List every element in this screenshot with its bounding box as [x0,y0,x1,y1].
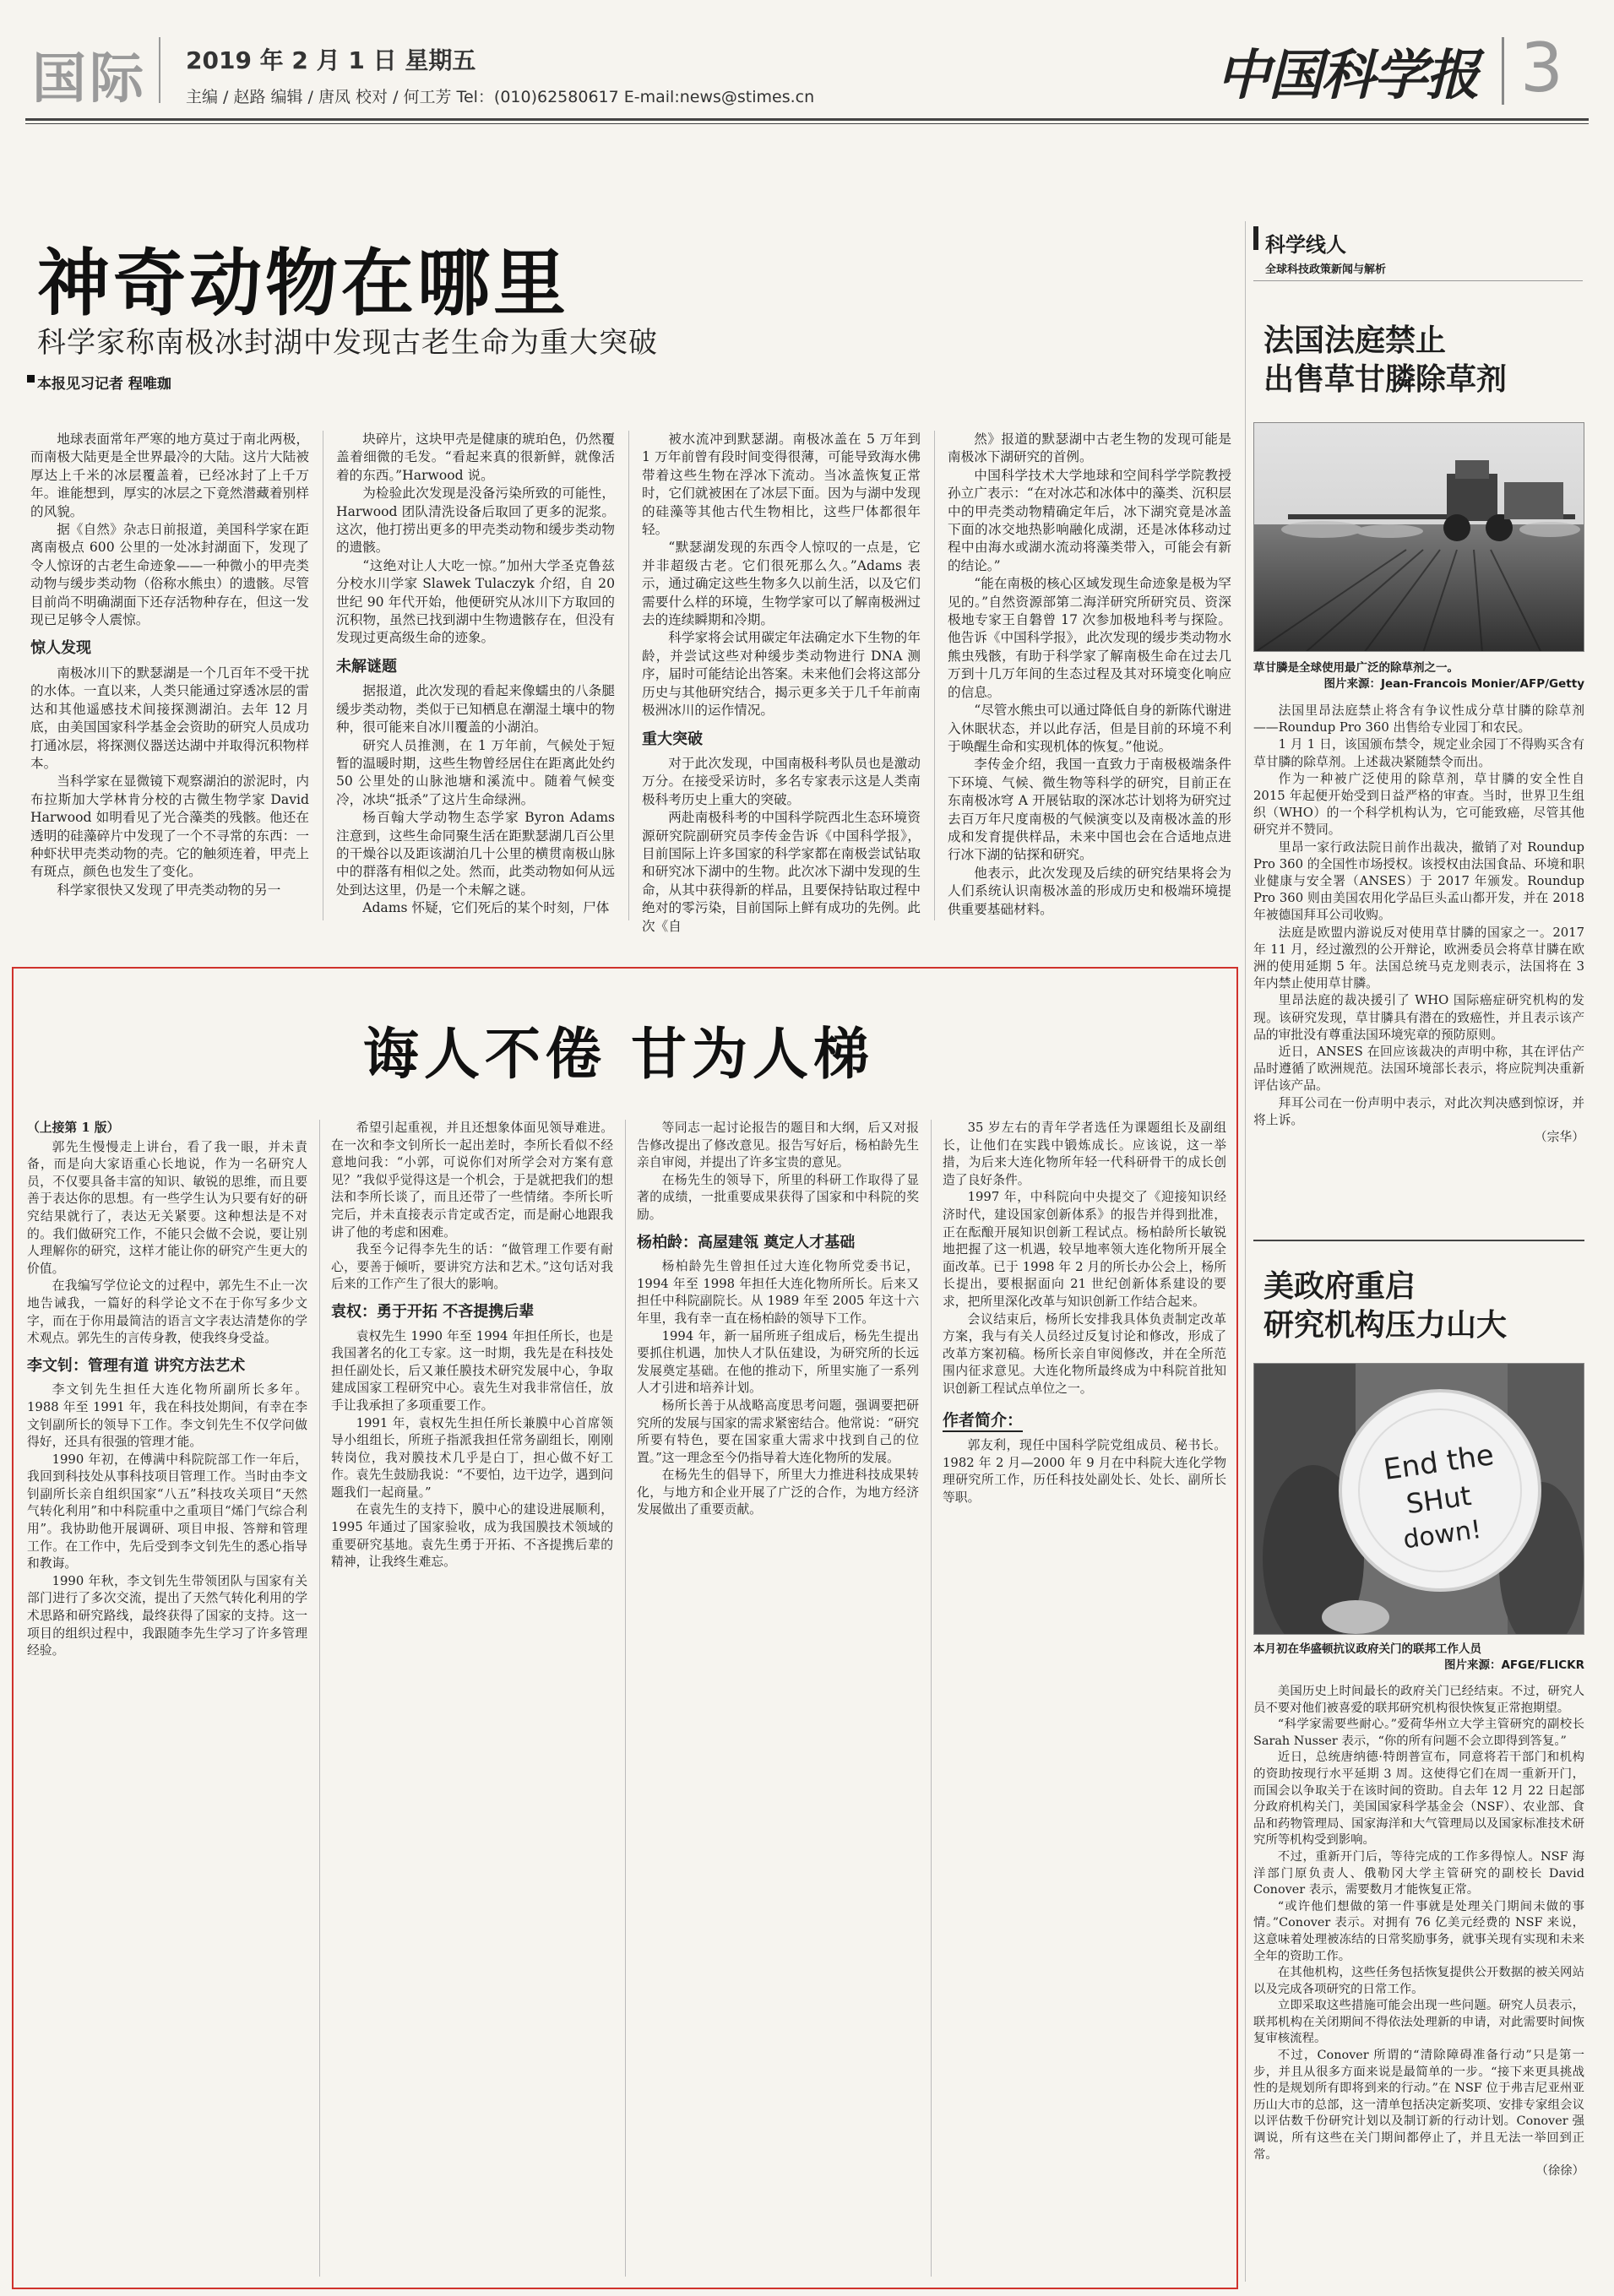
section-subtitle: 杨柏龄：高屋建瓴 奠定人才基础 [637,1233,856,1251]
paragraph: 里昂一家行政法院日前作出裁决，撤销了对 Roundup Pro 360 的全国性市场授权。该授权由法国食品、环境和职业健康与安全署（ANSES）于 2017 年颁发。Roundup Pro 360 则由美国农用化学品巨头孟山都开发，并在 2018 年被德国拜耳公司收购。 [1253,839,1584,923]
paragraph: 1994 年，新一届所班子组成后，杨先生提出要抓住机遇，加快人才队伍建设，为研究所的长远发展奠定基础。在他的推动下，所里实施了一系列人才引进和培养计划。 [637,1328,919,1396]
paragraph: “尽管水熊虫可以通过降低自身的新陈代谢进入休眠状态，并以此存活，但是目前的环境不利于唤醒生命和实现机体的恢复。”他说。 [948,703,1231,754]
paragraph: 研究人员推测，在 1 万年前，气候处于短暂的温暖时期，这些生物曾经居住在距离此处约 50 公里处的山脉池塘和溪流中。随着气候变冷，冰块“抵杀”了这片生命绿洲。 [336,737,615,807]
paragraph: 会议结束后，杨所长安排我具体负责制定改革方案，我与有关人员经过反复讨论和修改，形成了改革方案初稿。杨所长亲自审阅修改，并在全所范围内征求意见。大连化物所最终成为中科院首批知识创新工程试点单位之一。 [943,1311,1226,1396]
feature-headline: 诲人不倦 甘为人梯 [363,1021,874,1087]
masthead-rule-thin [25,123,1589,124]
paragraph: 1997 年，中科院向中央提交了《迎接知识经济时代，建设国家创新体系》的报告并得到批准，正在酝酿开展知识创新工程试点。杨柏龄所长敏锐地把握了这一机遇，较早地率领大连化物所开展全面改革。已于 1998 年 2 月的所长办公会上，杨所长提出，要根据面向 21 世纪创新体系建设的要求，把所里深化改革与知识创新工作结合起来。 [943,1190,1226,1309]
paragraph: 希望引起重视，并且还想象体面见领导难进。在一次和李文钊所长一起出差时，李所长看似不经意地问我：“小郭，可说你们对所学会对方案有意见？”我似乎觉得这是一个机会，于是就把我们的想法和李所长谈了，而且还带了一些情绪。李所长听完后，并未直接表示肯定或否定，而是耐心地跟我讲了他的考虑和困难。 [331,1121,613,1240]
story2-title-line: 美政府重启 [1263,1268,1416,1304]
paragraph: 近日，ANSES 在回应该裁决的声明中称，其在评估产品时遵循了欧洲规范。法国环境部长表示，将应院判决重新评估该产品。 [1253,1045,1584,1094]
paragraph: 里昂法庭的裁决援引了 WHO 国际癌症研究机构的发现。该研究发现，草甘膦具有潜在的致癌性，并且表示该产品的审批没有尊重法国环境宪章的预防原则。 [1253,993,1584,1042]
sidebar-story-divider [1253,1240,1584,1241]
paragraph: 中国科学技术大学地球和空间科学学院教授孙立广表示：“在对冰芯和冰体中的藻类、沉积层中的甲壳类动物精确定年后，冰下湖究竟是冰盖下面的冰交地热影响融化成湖，还是冰体移动过程中由海水或湖水流动将藻类带入，可能会有新的结论。” [948,467,1231,573]
lead-subhead: 科学家称南极冰封湖中发现古老生命为重大突破 [37,326,658,360]
paragraph: 35 岁左右的青年学者选任为课题组长及副组长，让他们在实践中锻炼成长。应该说，这一举措，为后来大连化物所年轻一代科研骨干的成长创造了良好条件。 [943,1121,1226,1187]
story2-title [1263,1267,1507,1344]
sign-line-1: End the [1381,1438,1497,1488]
byline-square-icon [27,375,35,383]
caption-text: 草甘膦是全球使用最广泛的除草剂之一。 [1253,661,1459,675]
paragraph: 立即采取这些措施可能会出现一些问题。研究人员表示，联邦机构在关闭期间不得依法处理新的申请，对此需要时间恢复审核流程。 [1253,1999,1584,2046]
story1-photo [1253,422,1584,652]
paragraph: 地球表面常年严寒的地方莫过于南北两极，而南极大陆更是全世界最冷的大陆。这片大陆被厚达上千米的冰层覆盖着，已经冰封了上千万年。谁能想到，厚实的冰层之下竟然潜藏着别样的风貌。 [30,432,309,519]
paragraph: 李文钊先生担任大连化物所副所长多年。1988 年至 1991 年，我在科技处期间，有幸在李文钊副所长的领导下工作。李文钊先生不仅学问做得好，还具有很强的管理才能。 [27,1382,307,1450]
paragraph: 美国历史上时间最长的政府关门已经结束。不过，研究人员不要对他们被喜爱的联邦研究机构很快恢复正常抱期望。 [1253,1685,1584,1715]
author-label: 作者简介： [943,1412,1023,1433]
column-divider [319,1120,320,2277]
sign-line-2: SHut [1404,1479,1474,1521]
column-divider [934,431,935,920]
paragraph: 对于此次发现，中国南极科考队员也是激动万分。在接受采访时，多名专家表示这是人类南极科考历史上重大的突破。 [642,755,921,807]
paragraph: “科学家需要些耐心。”爱荷华州立大学主管研究的副校长 Sarah Nusser 表示，“你的所有问题不会立即得到答复。” [1253,1718,1584,1748]
story1-author: （宗华） [1534,1130,1584,1145]
paragraph: Adams 怀疑，它们死后的某个时刻，尸体 [362,900,610,916]
paragraph: 他表示，此次发现及后续的研究结果将会为人们系统认识南极冰盖的形成历史和极端环境提供重要基础材料。 [948,865,1231,917]
story2-author: （徐徐） [1535,2164,1584,2179]
section-subtitle: 惊人发现 [30,639,91,658]
paragraph: 据《自然》杂志日前报道，美国科学家在距离南极点 600 公里的一处冰封湖面下，发现了令人惊讶的古老生命迹象——一种微小的甲壳类动物与缓步类动物（俗称水熊虫）的遗骸。尽管目前尚不明确湖面下还存活物种存在，但这一发现已足够令人震惊。 [30,522,309,628]
paragraph: 被水流冲到默瑟湖。南极冰盖在 5 万年到 1 万年前曾有段时间变得很薄，可能导致海水佛带着这些生物在浮冰下流动。当冰盖恢复正常时，它们就被困在了冰层下面。因为与湖中发现的硅藻等其他古代生物相比，这些尸体都很年轻。 [642,432,921,538]
photo-credit: 图片来源：AFGE/FLICKR [1443,1658,1584,1672]
sidebar-head-bar [1253,226,1258,250]
paragraph: 1990 年初，在傅满中科院院部工作一年后，我回到科技处从事科技项目管理工作。当时由李文钊副所长亲自组织国家“八五”科技攻关项目“天然气转化利用”和中科院重中之重项目“烯门气综合利用”。我协助他开展调研、项目申报、答辩和管理工作。在工作中，先后受到李文钊先生的悉心指导和教诲。 [27,1452,307,1571]
paragraph: 李传金介绍，我国一直致力于南极极端条件下环境、气候、微生物等科学的研究，目前正在东南极冰穹 A 开展钻取的深冰芯计划将为研究过去百万年尺度南极的气候演变以及南极冰盖的形成和发育提供样品，未来中国也会在合适地点进行冰下湖的钻探和研究。 [948,757,1231,863]
lead-column-3 [642,431,921,936]
paragraph: 不过，重新开门后，等待完成的工作多得惊人。NSF 海洋部门原负责人、俄勒冈大学主管研究的副校长 David Conover 表示，需要数月才能恢复正常。 [1253,1849,1584,1897]
lead-column-4 [948,431,1231,919]
story2-title-line: 研究机构压力山大 [1263,1307,1508,1343]
paragraph: 我至今记得李先生的话：“做管理工作要有耐心，要善于倾听，要讲究方法和艺术。”这句话对我后来的工作产生了很大的影响。 [331,1242,613,1292]
paragraph: 当科学家在显微镜下观察湖泊的淤泥时，内布拉斯加大学林肯分校的古微生物学家 David Harwood 如明看见了光合藻类的残骸。他还在透明的硅藻碎片中发现了一个不寻常的东西：一种虾状甲壳类动物的壳。它的触须连着，甲壳上有斑点，颜色也发生了变化。 [30,773,309,880]
sidebar-divider [1245,221,1246,2282]
paragraph: 法庭是欧盟内游说反对使用草甘膦的国家之一。2017 年 11 月，经过激烈的公开辩论，欧洲委员会将草甘膦在欧洲的使用延期 5 年。法国总统马克龙则表示，法国将在 3 年内禁止使用草甘膦。 [1253,925,1584,991]
story1-title-line: 法国法庭禁止 [1263,323,1447,358]
page-number: 3 [1520,29,1563,107]
paragraph: 1990 年秋，李文钊先生带领团队与国家有关部门进行了多次交流，提出了天然气转化利用的学术思路和研究路线，最终获得了国家的支持。这一项目的组织过程中，我跟随李先生学习了许多管理经验。 [27,1573,307,1658]
paragraph: 郭先生慢慢走上讲台，看了我一眼，并未責备，而是向大家语重心长地说，作为一名研究人员，不仅要具备丰富的知识、敏锐的思维，而且要善于表达你的思想。有一些学生认为只要有好的研究结果就行了，表达无关紧要。这种想法是不对的。我们做研究工作，不能只会做不会说，要让别人理解你的研究，这样才能让你的研究产生更大的价值。 [27,1139,307,1276]
paragraph: 在杨先生的倡导下，所里大力推进科技成果转化，与地方和企业开展了广泛的合作，为地方经济发展做出了重要贡献。 [637,1468,919,1517]
photo-credit: 图片来源：Jean-Francois Monier/AFP/Getty [1323,677,1584,691]
paragraph: 在其他机构，这些任务包括恢复提供公开数据的被关网站以及完成各项研究的日常工作。 [1253,1966,1584,1996]
story1-title [1263,321,1507,399]
paragraph: 科学家将会试用碳定年法确定水下生物的年龄，并尝试这些对种缓步类动物进行 DNA 测序，届时可能结论出答案。未来他们会将这部分历史与其他研究结合，揭示更多关于几千年前南极洲冰川的运作情况。 [642,630,921,719]
paragraph: “这绝对让人大吃一惊。”加州大学圣克鲁兹分校水川学家 Slawek Tulaczyk 介绍，自 20 世纪 90 年代开始，他便研究从冰川下方取回的沉积物，虽然已找到湖中生物遗骸存在，但没有发现过更高级生命的迹象。 [336,557,615,646]
lead-column-2 [336,431,615,918]
section-subtitle: 未解谜题 [336,657,397,676]
paragraph: 杨柏龄先生曾担任过大连化物所党委书记，1994 年至 1998 年担任大连化物所所长。后来又担任中科院副院长。从 1989 年至 2005 年这十六年里，我有幸一直在杨柏龄的领导下工作。 [637,1259,919,1326]
page-number-divider [1502,37,1504,105]
lead-column-1 [30,431,309,899]
paragraph: 法国里昂法庭禁止将含有争议性成分草甘膦的除草剂——Roundup Pro 360 出售给专业园丁和农民。 [1253,703,1584,735]
newspaper-logo: 中国科学报 [1216,44,1478,107]
column-divider [931,1120,932,2277]
paragraph: 等同志一起讨论报告的题目和大纲，后又对报告修改提出了修改意见。报告写好后，杨柏龄先生亲自审阅，并提出了许多宝贵的意见。 [637,1121,919,1170]
story2-photo [1253,1363,1584,1635]
issue-date: 2019 年 2 月 1 日 星期五 [186,46,476,74]
paragraph: 为检验此次发现是没备污染所致的可能性，Harwood 团队清洗设备后取回了更多的泥浆。这次，他打捞出更多的甲壳类动物和缓步类动物的遗骸。 [336,486,615,556]
sidebar-title: 科学线人 [1265,233,1346,257]
feature-column-4 [943,1120,1226,1506]
paragraph: 杨百翰大学动物生态学家 Byron Adams 注意到，这些生命同聚生活在距默瑟湖几百公里的干燥谷以及距该湖泊几十公里的横贯南极山脉中的群落有相似之处。然而，此类动物如何从远处到达这里，仍是一个未解之谜。 [336,810,615,898]
paragraph: 在我编写学位论文的过程中，郭先生不止一次地告诫我，一篇好的科学论文不在于你写多少文字，而在于你用最简洁的语言文字表达清楚你的学术观点。郭先生的言传身教，使我终身受益。 [27,1278,307,1346]
paragraph: 然》报道的默瑟湖中古老生物的发现可能是南极冰下湖研究的首例。 [948,432,1231,465]
paragraph: “能在南极的核心区域发现生命迹象是极为罕见的。”自然资源部第二海洋研究所研究员、资深极地专家王自磐曾 17 次参加极地科考与探险。他告诉《中国科学报》，此次发现的缓步类动物水熊虫残骸，有助于科学家了解南极生命在过去几万到十几万年间的生态过程及其对环境变化响应的信息。 [948,576,1231,700]
section-subtitle: 重大突破 [642,730,703,748]
story2-caption [1253,1642,1584,1674]
feature-column-2 [331,1120,613,1571]
paragraph: 作为一种被广泛使用的除草剂，草甘膦的安全性自 2015 年起便开始受到日益严格的审查。当时，世界卫生组织（WHO）的一个科学机构认为，它可能致癌，尽管其他研究并不赞同。 [1253,771,1584,838]
paragraph: “或许他们想做的第一件事就是处理关门期间未做的事情。”Conover 表示。对拥有 76 亿美元经费的 NSF 来说，这意味着处理被冻结的日常奖励事务，就事关现有实现和未来全年的资助工作。 [1253,1899,1584,1963]
masthead-rule [25,118,1589,121]
continued-note: （上接第 1 版） [27,1121,120,1135]
lead-byline: 本报见习记者 程唯珈 [37,376,171,393]
paragraph: 袁权先生 1990 年至 1994 年担任所长，也是我国著名的化工专家。这一时期，我先是在科技处担任副处长，后又兼任膜技术研究发展中心，争取建成国家工程研究中心。袁先生对我非常信任，放手让我承担了多项重要工作。 [331,1328,613,1413]
story1-caption [1253,660,1584,692]
paragraph: 不过，Conover 所谓的“清除障碍准备行动”只是第一步，并且从很多方面来说是最简单的一步。“接下来更具挑战性的是规划所有即将到来的行动。”在 NSF 位于弗吉尼亚州亚历山大市的总部，这一清单包括决定新奖项、安排专家组会议以评估数千份研究计划以及制订新的行动计划。Conover 强调说，所有这些在关门期间都停止了，并且无法一举回到正常。 [1253,2049,1584,2162]
paragraph: 块碎片，这块甲壳是健康的琥珀色，仍然覆盖着细微的毛发。“看起来真的很新鲜，就像活着的东西。”Harwood 说。 [336,432,615,483]
section-subtitle: 李文钊：管理有道 讲究方法艺术 [27,1356,246,1375]
paragraph: 在袁先生的支持下，膜中心的建设进展顺利，1995 年通过了国家验收，成为我国膜技术领域的重要研究基地。袁先生勇于开拓、不吝提携后辈的精神，让我终生难忘。 [331,1502,613,1570]
paragraph: 在杨先生的领导下，所里的科研工作取得了显著的成绩，一批重要成果获得了国家和中科院的奖励。 [637,1172,919,1222]
paragraph: “默瑟湖发现的东西令人惊叹的一点是，它并非超级古老。它们很死那么久。”Adams 表示，通过确定这些生物多久以前生活，以及它们需要什么样的环境，生物学家可以了解南极洲过去的连续瞬期和冷期。 [642,540,921,628]
story1-title-line: 出售草甘膦除草剂 [1263,361,1508,397]
column-divider [628,431,629,920]
story2-body [1253,1684,1584,2180]
staff-line: 主编 / 赵路 编辑 / 唐凤 校对 / 何工芳 Tel：(010)62580617 E-mail:news@stimes.cn [186,88,815,106]
paragraph: 1991 年，袁权先生担任所长兼膜中心首席领导小组组长，所班子指派我担任常务副组长，刚刚转岗位，我对膜技术几乎是白丁，担心做不好工作。袁先生鼓励我说：“不要怕，边干边学，遇到问题我们一起商量。” [331,1415,613,1500]
masthead-divider [159,37,160,103]
paragraph: 杨所长善于从战略高度思考问题，强调要把研究所的发展与国家的需求紧密结合。他常说：“研究所要有特色，要在国家重大需求中找到自己的位置。”这一理念至今仍指导着大连化物所的发展。 [637,1398,919,1465]
paragraph: 1 月 1 日，该国颁布禁令，规定业余园丁不得购买含有草甘膦的除草剂。上述裁决紧随禁令而出。 [1253,737,1584,769]
lead-headline: 神奇动物在哪里 [37,241,569,326]
section-name: 国际 [32,48,147,111]
paragraph: 两赴南极科考的中国科学院西北生态环境资源研究院副研究员李传金告诉《中国科学报》，目前国际上许多国家的科学家都在南极尝试钻取和研究冰下湖中的生物。此次冰下湖中发现的生命，从其中获得新的样品，且要保持钻取过程中绝对的零污染，目前国际上鲜有成功的先例。此次《自 [642,810,921,934]
sidebar-tagline: 全球科技政策新闻与解析 [1265,263,1387,276]
paragraph: 南极冰川下的默瑟湖是一个几百年不受干扰的水体。一直以来，人类只能通过穿透冰层的雷达和其他遥感技术间接探测湖泊。去年 12 月底，由美国国家科学基金会资助的研究人员成功打通冰层，将探测仪器送达湖中并取得沉积物样本。 [30,665,309,771]
paragraph: 科学家很快又发现了甲壳类动物的另一 [57,882,281,898]
tractor-spraying-image [1254,423,1584,652]
caption-text: 本月初在华盛顿抗议政府关门的联邦工作人员 [1253,1642,1481,1656]
sign-line-3: down! [1401,1514,1484,1555]
author-bio: 郭友利，现任中国科学院党组成员、秘书长。1982 年 2 月—2000 年 9 月在中科院大连化学物理研究所工作，历任科技处副处长、处长、副所长等职。 [943,1438,1226,1505]
paragraph: 近日，总统唐纳德·特朗普宣布，同意将若干部门和机构的资助按现行水平延期 3 周。这使得它们在周一重新开门，而国会以争取关于在该时间的资助。自去年 12 月 22 日起部分政府机构关门，美国国家科学基金会（NSF）、农业部、食品和药物管理局、国家海洋和大气管理局以及国家标准技术研究所等机构受到影响。 [1253,1750,1584,1848]
protest-sign-image [1254,1364,1584,1635]
feature-column-3 [637,1120,919,1519]
paragraph: 据报道，此次发现的看起来像蠕虫的八条腿缓步类动物，类似于已知栖息在潮湿土壤中的物种，很可能来自冰川覆盖的小湖泊。 [336,683,615,735]
story1-body [1253,703,1584,1146]
section-subtitle: 袁权：勇于开拓 不吝提携后辈 [331,1302,535,1321]
author-box-wrap [943,1412,1226,1433]
feature-column-1 [27,1120,307,1660]
paragraph: 拜耳公司在一份声明中表示，对此次判决感到惊讶，并将上诉。 [1253,1095,1584,1127]
column-divider [625,1120,626,2277]
sidebar-rule [1253,280,1583,281]
